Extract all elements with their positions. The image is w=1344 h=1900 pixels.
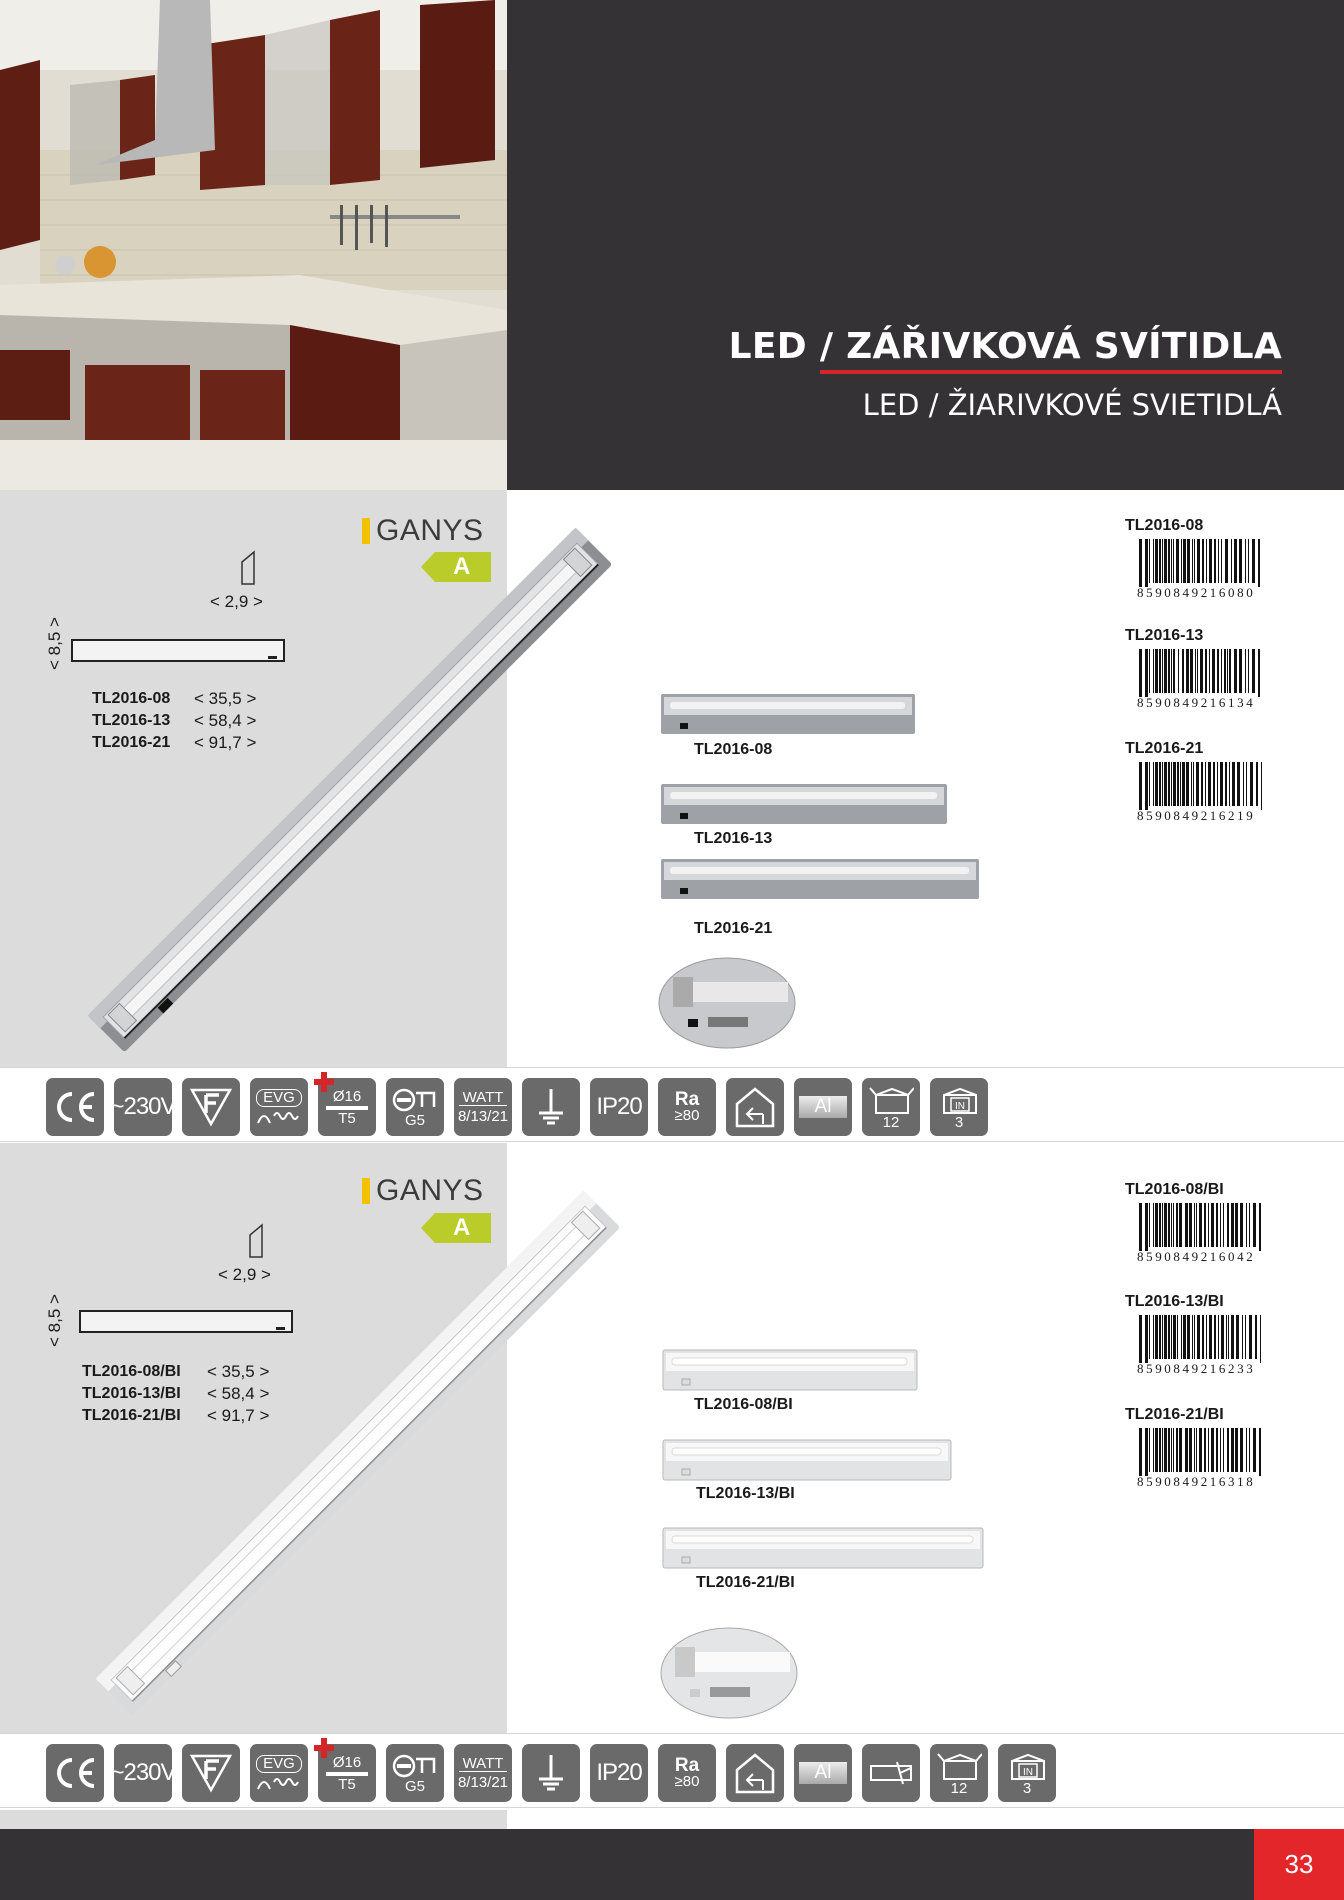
spec-length: < 35,5 > bbox=[194, 689, 257, 708]
watt-icon bbox=[454, 1744, 512, 1802]
inner-box-3-icon bbox=[998, 1744, 1056, 1802]
depth-dimension: < 2,9 > bbox=[210, 592, 263, 611]
lamp-thumb-13-bi bbox=[662, 1439, 954, 1483]
class1-ground-icon bbox=[522, 1078, 580, 1136]
product-section-silver bbox=[0, 490, 1344, 1067]
t5-tube-icon bbox=[318, 1744, 376, 1802]
lamp-thumb-13 bbox=[660, 783, 950, 827]
tube-type-label: T5 bbox=[338, 1109, 356, 1127]
lamp-main-photo bbox=[58, 1183, 658, 1743]
barcode-08-bi bbox=[1125, 1181, 1325, 1265]
barcode-model: TL2016-08/BI bbox=[1125, 1181, 1224, 1198]
kitchen-photo bbox=[0, 0, 507, 490]
inner-label: IN bbox=[1023, 1766, 1033, 1778]
ra-label: Ra bbox=[674, 1754, 700, 1776]
depth-dimension: < 2,9 > bbox=[218, 1265, 271, 1284]
box-12-icon bbox=[862, 1078, 920, 1136]
spec-length: < 91,7 > bbox=[207, 1406, 270, 1425]
barcode-bars bbox=[1137, 1428, 1267, 1476]
ra-value: ≥80 bbox=[674, 1772, 700, 1790]
ra-label: Ra bbox=[674, 1088, 700, 1110]
page-number: 33 bbox=[1254, 1829, 1344, 1900]
tube-diameter-label: Ø16 bbox=[332, 1753, 362, 1771]
box-qty: 12 bbox=[950, 1779, 968, 1797]
barcode-digits: 8590849216080 bbox=[1137, 585, 1256, 600]
inner-qty: 3 bbox=[1022, 1779, 1032, 1797]
barcode-model: TL2016-13/BI bbox=[1125, 1293, 1224, 1310]
barcode-bars bbox=[1137, 762, 1267, 810]
spec-length: < 35,5 > bbox=[207, 1362, 270, 1381]
barcode-bars bbox=[1137, 1203, 1267, 1251]
indoor-icon bbox=[726, 1078, 784, 1136]
tube-diameter-label: Ø16 bbox=[332, 1087, 362, 1105]
brand-name: GANYS bbox=[376, 1174, 484, 1207]
barcode-bars bbox=[1137, 1315, 1267, 1363]
barcode-digits: 8590849216233 bbox=[1137, 1361, 1256, 1376]
product-section-white bbox=[0, 1143, 1344, 1733]
thumb-label: TL2016-21/BI bbox=[696, 1574, 795, 1591]
g5-socket-icon bbox=[386, 1744, 444, 1802]
evg-ballast-icon bbox=[250, 1744, 308, 1802]
spec-length: < 58,4 > bbox=[194, 711, 257, 730]
lamp-thumb-08-bi bbox=[662, 1349, 920, 1393]
watt-icon bbox=[454, 1078, 512, 1136]
thumb-label: TL2016-21 bbox=[694, 920, 773, 937]
watt-label: WATT bbox=[459, 1756, 508, 1772]
inner-qty: 3 bbox=[954, 1113, 964, 1131]
tube-type-label: T5 bbox=[338, 1775, 356, 1793]
indoor-icon bbox=[726, 1744, 784, 1802]
evg-ballast-icon bbox=[250, 1078, 308, 1136]
feature-icons bbox=[46, 1744, 1056, 1802]
ra80-icon bbox=[658, 1078, 716, 1136]
feature-icons-strip bbox=[0, 1067, 1344, 1142]
barcode-digits: 8590849216318 bbox=[1137, 1474, 1256, 1489]
switch-icon bbox=[862, 1744, 920, 1802]
lamp-thumb-21 bbox=[660, 858, 982, 902]
height-dimension: < 8,5 > bbox=[45, 1294, 64, 1347]
ce-icon bbox=[46, 1744, 104, 1802]
230v-icon bbox=[110, 1744, 176, 1802]
barcode-model: TL2016-21 bbox=[1125, 740, 1204, 757]
barcode-13-bi bbox=[1125, 1293, 1325, 1377]
f-mark-icon bbox=[182, 1078, 240, 1136]
footer-bar bbox=[0, 1829, 1254, 1900]
inner-box-3-icon bbox=[930, 1078, 988, 1136]
230v-label: ~230V bbox=[110, 1093, 176, 1120]
page-subtitle: LED / ŽIARIVKOVÉ SVIETIDLÁ bbox=[862, 388, 1282, 422]
barcode-digits: 8590849216219 bbox=[1137, 808, 1256, 823]
class1-ground-icon bbox=[522, 1744, 580, 1802]
barcode-digits: 8590849216134 bbox=[1137, 695, 1256, 710]
thumb-label: TL2016-08/BI bbox=[694, 1396, 793, 1413]
barcode-21 bbox=[1125, 740, 1325, 824]
al-label: Al bbox=[814, 1762, 832, 1783]
socket-label: G5 bbox=[404, 1111, 425, 1129]
g5-socket-icon bbox=[386, 1078, 444, 1136]
spec-model: TL2016-21/BI bbox=[82, 1407, 181, 1424]
barcode-bars bbox=[1137, 649, 1267, 697]
al-material-icon bbox=[794, 1744, 852, 1802]
barcode-13 bbox=[1125, 627, 1325, 711]
spec-model: TL2016-08/BI bbox=[82, 1363, 181, 1380]
ip20-icon bbox=[590, 1744, 648, 1802]
spec-length: < 58,4 > bbox=[207, 1384, 270, 1403]
feature-icons bbox=[46, 1078, 988, 1136]
spec-model: TL2016-13 bbox=[92, 712, 171, 729]
ip-label: IP20 bbox=[596, 1759, 642, 1786]
energy-class-label: A bbox=[453, 1214, 471, 1241]
watt-label: WATT bbox=[459, 1090, 508, 1106]
thumb-label: TL2016-13/BI bbox=[696, 1485, 795, 1502]
box-12-icon bbox=[930, 1744, 988, 1802]
socket-label: G5 bbox=[404, 1777, 425, 1795]
spec-length: < 91,7 > bbox=[194, 733, 257, 752]
footer-accent bbox=[0, 1810, 507, 1829]
lamp-thumb-08 bbox=[660, 693, 918, 737]
evg-label: EVG bbox=[256, 1755, 302, 1773]
lamp-main-photo bbox=[50, 520, 650, 1080]
spec-model: TL2016-08 bbox=[92, 690, 171, 707]
brand-name: GANYS bbox=[376, 514, 484, 547]
lamp-thumb-21-bi bbox=[662, 1527, 986, 1571]
energy-class-label: A bbox=[453, 553, 471, 580]
barcode-08 bbox=[1125, 517, 1325, 601]
ce-icon bbox=[46, 1078, 104, 1136]
barcode-model: TL2016-21/BI bbox=[1125, 1406, 1224, 1423]
ra-value: ≥80 bbox=[674, 1106, 700, 1124]
barcode-bars bbox=[1137, 539, 1267, 587]
box-qty: 12 bbox=[882, 1113, 900, 1131]
thumb-label: TL2016-08 bbox=[694, 741, 773, 758]
t5-tube-icon bbox=[318, 1078, 376, 1136]
watt-values: 8/13/21 bbox=[457, 1773, 509, 1791]
feature-icons-strip bbox=[0, 1733, 1344, 1808]
ip20-icon bbox=[590, 1078, 648, 1136]
barcode-model: TL2016-08 bbox=[1125, 517, 1204, 534]
f-mark-icon bbox=[182, 1744, 240, 1802]
barcode-21-bi bbox=[1125, 1406, 1325, 1490]
lamp-detail-photo bbox=[660, 1627, 798, 1719]
230v-label: ~230V bbox=[110, 1759, 176, 1786]
spec-model: TL2016-13/BI bbox=[82, 1385, 181, 1402]
lamp-detail-photo bbox=[658, 957, 796, 1049]
height-dimension: < 8,5 > bbox=[45, 617, 64, 670]
thumb-label: TL2016-13 bbox=[694, 830, 773, 847]
ip-label: IP20 bbox=[596, 1093, 642, 1120]
watt-values: 8/13/21 bbox=[457, 1107, 509, 1125]
spec-model: TL2016-21 bbox=[92, 734, 171, 751]
ra80-icon bbox=[658, 1744, 716, 1802]
230v-icon bbox=[110, 1078, 176, 1136]
barcode-digits: 8590849216042 bbox=[1137, 1249, 1256, 1264]
al-material-icon bbox=[794, 1078, 852, 1136]
inner-label: IN bbox=[955, 1100, 965, 1112]
page-title: LED / ZÁŘIVKOVÁ SVÍTIDLA bbox=[728, 326, 1282, 367]
evg-label: EVG bbox=[256, 1089, 302, 1107]
al-label: Al bbox=[814, 1096, 832, 1117]
barcode-model: TL2016-13 bbox=[1125, 627, 1204, 644]
title-underline bbox=[820, 370, 1282, 374]
